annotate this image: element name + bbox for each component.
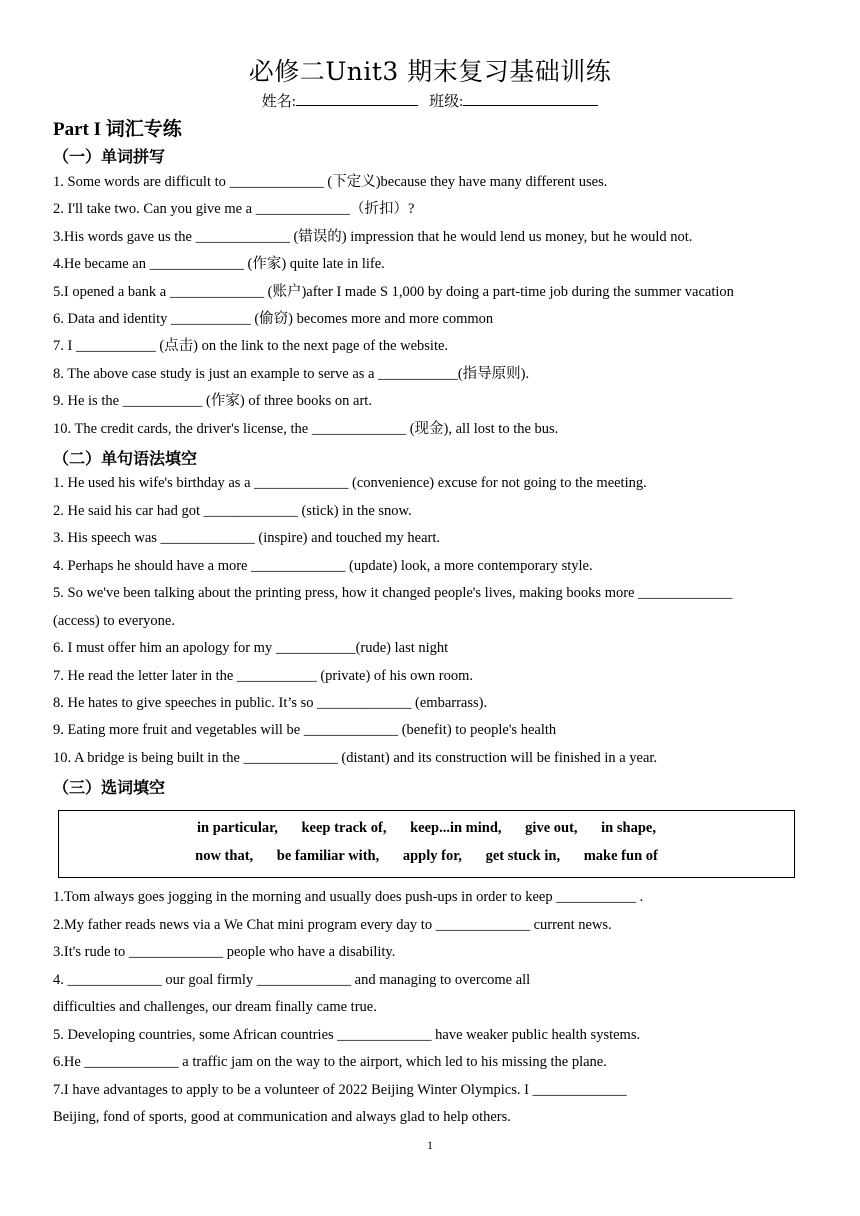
list-item: 8. He hates to give speeches in public. It’s so _____________ (embarrass).	[53, 695, 488, 711]
list-item: (access) to everyone.	[53, 613, 175, 629]
word-option: now that,	[195, 848, 254, 864]
list-item: 4. _____________ our goal firmly _____________ and managing to overcome all	[53, 972, 531, 988]
name-label: 姓名:	[261, 94, 296, 110]
word-option: be familiar with,	[276, 848, 380, 864]
list-item: 4.He became an _____________ (作家) quite late in life.	[53, 256, 385, 272]
word-bank-box	[58, 810, 795, 878]
page-number: 1	[427, 1138, 433, 1152]
word-option: make fun of	[583, 848, 658, 864]
list-item: 1. Some words are difficult to _____________ (下定义)because they have many different uses.	[53, 174, 608, 190]
word-option: apply for,	[402, 848, 462, 864]
list-item: 2.My father reads news via a We Chat mini program every day to _____________ current news.	[53, 917, 612, 933]
list-item: 7.I have advantages to apply to be a volunteer of 2022 Beijing Winter Olympics. I _____________	[53, 1082, 627, 1098]
page-title: 必修二Unit3 期末复习基础训练	[248, 57, 612, 86]
word-option: in shape,	[601, 820, 656, 836]
list-item: 3.His words gave us the _____________ (错误的) impression that he would lend us money, but he would not.	[53, 229, 693, 245]
word-option: get stuck in,	[485, 848, 561, 864]
word-option: give out,	[525, 820, 578, 836]
list-item: 9. Eating more fruit and vegetables will be _____________ (benefit) to people's health	[53, 722, 557, 738]
part1-title: Part I 词汇专练	[53, 119, 182, 140]
word-bank-row-1	[59, 820, 794, 837]
list-item: 5. So we've been talking about the printing press, how it changed people's lives, making books more _____________	[53, 585, 733, 601]
list-item: 10. A bridge is being built in the _____________ (distant) and its construction will be finished in a year.	[53, 750, 658, 766]
list-item: 7. I ___________ (点击) on the link to the next page of the website.	[53, 338, 449, 354]
list-item: 7. He read the letter later in the ___________ (private) of his own room.	[53, 668, 473, 684]
list-item: 2. He said his car had got _____________ (stick) in the snow.	[53, 503, 412, 519]
list-item: 1. He used his wife's birthday as a _____________ (convenience) excuse for not going to the meeting.	[53, 475, 647, 491]
section1-title: （一）单词拼写	[53, 147, 166, 166]
list-item: 2. I'll take two. Can you give me a _____________（折扣）?	[53, 201, 415, 217]
name-class-row	[0, 90, 860, 111]
section3-title: （三）选词填空	[53, 778, 166, 797]
class-label: 班级:	[429, 94, 464, 110]
name-blank	[296, 91, 418, 106]
list-item: 4. Perhaps he should have a more _____________ (update) look, a more contemporary style.	[53, 558, 593, 574]
list-item: 6.He _____________ a traffic jam on the way to the airport, which led to his missing the plane.	[53, 1054, 607, 1070]
list-item: 1.Tom always goes jogging in the morning and usually does push-ups in order to keep ___________ .	[53, 889, 644, 905]
list-item: 9. He is the ___________ (作家) of three books on art.	[53, 393, 372, 409]
section2-title: （二）单句语法填空	[53, 449, 198, 468]
list-item: 6. I must offer him an apology for my ___________(rude) last night	[53, 640, 449, 656]
list-item: 3. His speech was _____________ (inspire) and touched my heart.	[53, 530, 440, 546]
class-blank	[463, 91, 598, 106]
word-option: keep...in mind,	[410, 820, 502, 836]
list-item: 6. Data and identity ___________ (偷窃) becomes more and more common	[53, 311, 494, 327]
list-item: 3.It's rude to _____________ people who have a disability.	[53, 944, 396, 960]
list-item: 5. Developing countries, some African countries _____________ have weaker public health systems.	[53, 1027, 641, 1043]
word-bank-row-2	[59, 848, 794, 865]
list-item: 5.I opened a bank a _____________ (账户)after I made S 1,000 by doing a part-time job during the summer vacation	[53, 284, 734, 300]
word-option: in particular,	[197, 820, 278, 836]
list-item: difficulties and challenges, our dream finally came true.	[53, 999, 377, 1015]
list-item: Beijing, fond of sports, good at communication and always glad to help others.	[53, 1109, 511, 1125]
word-option: keep track of,	[301, 820, 387, 836]
list-item: 10. The credit cards, the driver's license, the _____________ (现金), all lost to the bus.	[53, 421, 559, 437]
list-item: 8. The above case study is just an example to serve as a ___________(指导原则).	[53, 366, 530, 382]
